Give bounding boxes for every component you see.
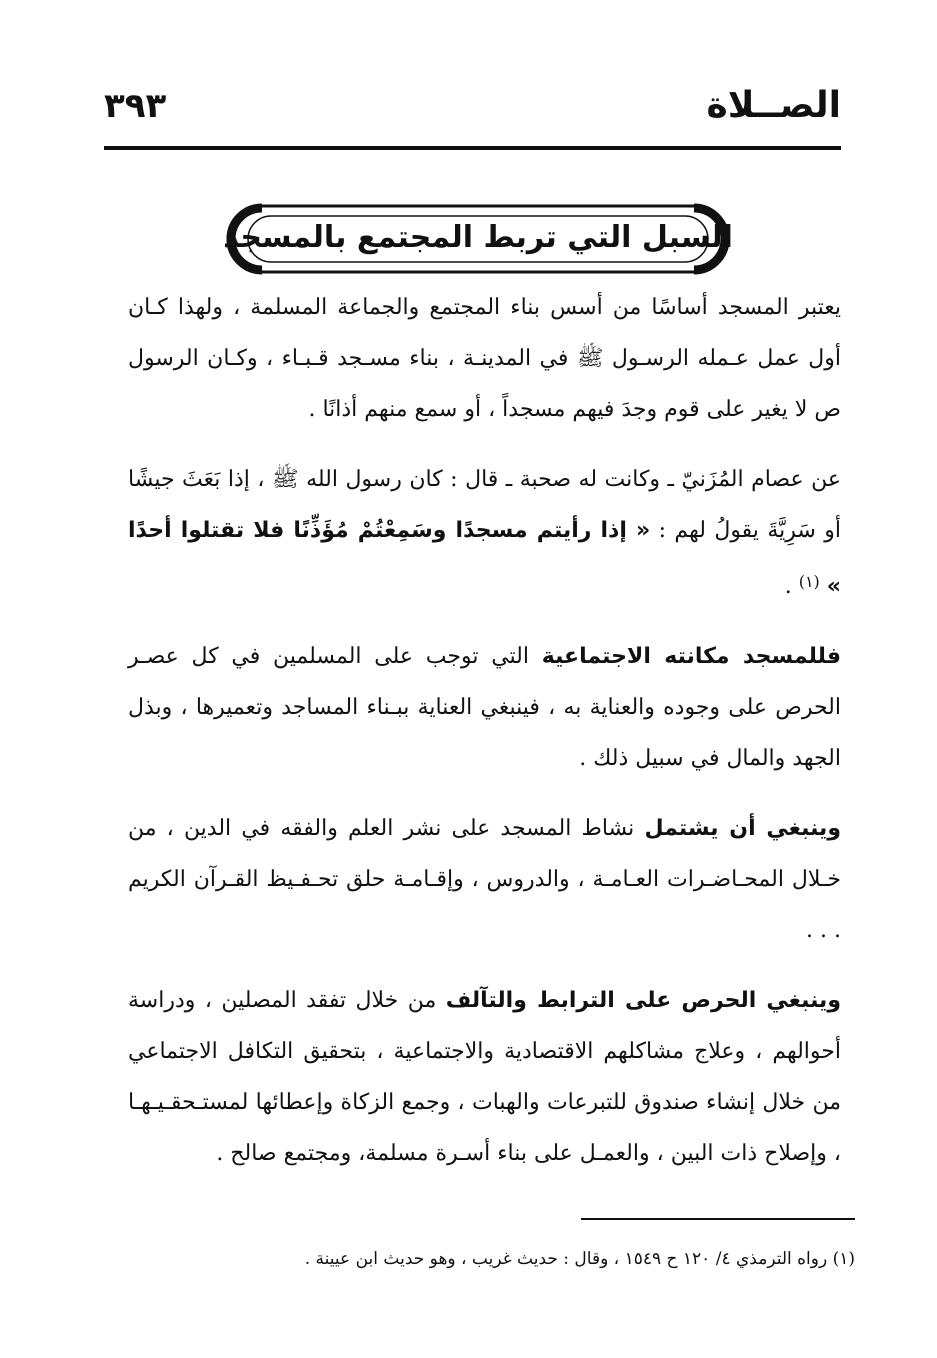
paragraph-text: التي توجب على المسلمين في كل عصـر الحرص على وجوده والعناية به ، فينبغي العناية ببـناء المساجد وتعميرها ، وبذل الجهد والمال في سبيل ذلك . [128,644,841,771]
paragraph-3 [128,631,841,784]
body-text [128,282,841,1198]
section-title-frame [222,200,734,278]
paragraph-5 [128,975,841,1179]
chapter-title: الصــلاة [706,85,841,126]
paragraph-text: نشاط المسجد على نشر العلم والفقه في الدين ، من خـلال المحـاضـرات العـامـة ، والدروس ، وإقـامـة حلق تحـفـيظ القـرآن الكريم . . . [128,816,841,943]
header-divider [104,146,841,150]
paragraph-text: عن عصام المُزَنيّ ـ وكانت له صحبة ـ قال : كان رسول الله ﷺ ، إذا بَعَثَ جيشًا أو سَرِيَّةَ يقولُ لهم : [128,467,841,543]
footnote-reference: (١) [798,572,820,591]
footnote-divider [581,1218,855,1220]
section-title: السبل التي تربط المجتمع بالمسجد [223,220,733,255]
hadith-quote: « إذا رأيتم مسجدًا وسَمِعْتُمْ مُؤَذِّنًا فلا تقتلوا أحدًا » [128,518,841,599]
footnote: (١) رواه الترمذي ٤/ ١٢٠ ح ١٥٤٩ ، وقال : حديث غريب ، وهو حديث ابن عيينة . [304,1249,855,1269]
paragraph-lead: فللمسجد مكانته الاجتماعية [541,644,841,669]
running-header [104,78,841,148]
paragraph-4 [128,803,841,956]
paragraph-tail: . [784,574,792,599]
paragraph-text: يعتبر المسجد أساسًا من أسس بناء المجتمع والجماعة المسلمة ، ولهذا كـان أول عمل عـمله الرسـول ﷺ في المدينـة ، بناء مسـجد قـبـاء ، وكـان الرسول ص لا يغير على قوم وجدَ فيهم مسجداً ، أو سمع منهم أذانًا . [128,295,841,422]
paragraph-2-hadith [128,454,841,612]
paragraph-lead: وينبغي أن يشتمل [644,816,841,841]
page-number: ٣٩٣ [104,86,167,126]
paragraph-lead: وينبغي الحرص على الترابط والتآلف [445,988,841,1013]
paragraph-text: من خلال تفقد المصلين ، ودراسة أحوالهم ، وعلاج مشاكلهم الاقتصادية والاجتماعية ، بتحقيق التكافل الاجتماعي من خلال إنشاء صندوق للتبرعات والهبات ، وجمع الزكاة وإعطائها لمستـحقـيـهـا ، وإصلاح ذات البين ، والعمـل على بناء أسـرة مسلمة، ومجتمع صالح . [128,988,841,1166]
paragraph-1 [128,282,841,435]
